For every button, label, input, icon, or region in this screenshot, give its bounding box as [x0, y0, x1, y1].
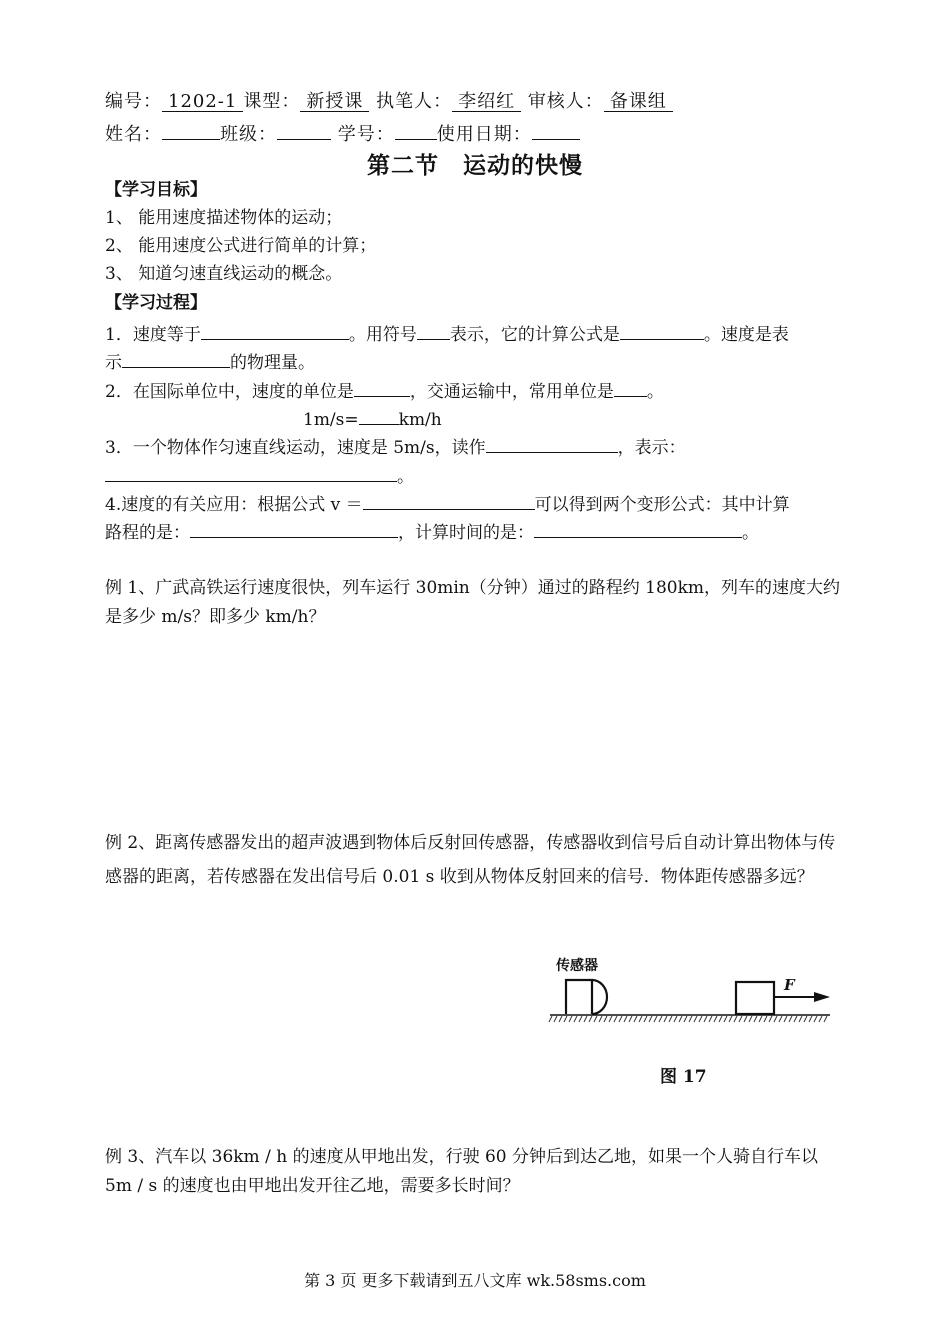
ground-hatch-tick: [744, 1016, 747, 1022]
ground-hatch-tick: [734, 1016, 737, 1022]
reviewer-value: 备课组: [604, 92, 673, 112]
ground-hatch-tick: [804, 1016, 807, 1022]
q1-blank-formula[interactable]: [620, 320, 704, 340]
student-id-label: 学号：: [337, 124, 395, 145]
ground-hatch-tick: [769, 1016, 772, 1022]
ground-hatch-tick: [739, 1016, 742, 1022]
ground-hatch-tick: [699, 1016, 702, 1022]
number-value: 1202-1: [162, 92, 243, 112]
q4-text-b: 可以得到两个变形公式：其中计算: [534, 495, 790, 515]
number-label: 编号：: [105, 91, 162, 112]
example-3: 例 3、汽车以 36km / h 的速度从甲地出发，行驶 60 分钟后到达乙地，如果一个人骑自行车以 5m / s 的速度也由甲地出发开往乙地，需要多长时间？: [105, 1147, 819, 1196]
ground-hatch-tick: [609, 1016, 612, 1022]
type-value: 新授课: [300, 92, 369, 112]
q2-text-c: 。: [646, 382, 664, 402]
q4-blank-distance-formula[interactable]: [190, 518, 398, 538]
ground-hatch-tick: [709, 1016, 712, 1022]
ground-hatch-tick: [624, 1016, 627, 1022]
q1-text-f: 的物理量。: [230, 353, 315, 373]
force-label: F: [784, 976, 795, 994]
q2-blank-si-unit[interactable]: [354, 377, 410, 397]
ground-hatch-tick: [584, 1016, 587, 1022]
q4-blank-time-formula[interactable]: [534, 518, 742, 538]
ground-hatch-tick: [644, 1016, 647, 1022]
ground-hatch-tick: [724, 1016, 727, 1022]
example-2: 例 2、距离传感器发出的超声波遇到物体后反射回传感器，传感器收到信号后自动计算出物体与传感器的距离，若传感器在发出信号后 0.01 s 收到从物体反射回来的信号．物体距传感器多远？: [105, 833, 836, 887]
ground-hatch-tick: [789, 1016, 792, 1022]
ground-hatch-tick: [704, 1016, 707, 1022]
ground-hatch-tick: [824, 1016, 827, 1022]
q4-text-a: 4.速度的有关应用：根据公式 v ＝: [105, 495, 363, 515]
objectives-heading: 【学习目标】: [105, 180, 207, 200]
ground-hatch-tick: [629, 1016, 632, 1022]
page-title: 第二节 运动的快慢: [367, 152, 583, 179]
q3-text-a: 3．一个物体作匀速直线运动，速度是 5m/s，读作: [105, 438, 486, 458]
q2-blank-common-unit[interactable]: [614, 377, 647, 397]
sensor-shape: [566, 980, 592, 1014]
author-value: 李绍红: [452, 92, 521, 112]
question-2-line-1: [105, 377, 664, 404]
date-blank[interactable]: [532, 120, 580, 140]
ground-hatch-tick: [589, 1016, 592, 1022]
q2-text-b: ，交通运输中，常用单位是: [409, 382, 614, 402]
page-footer: 第 3 页 更多下载请到五八文库 wk.58sms.com: [304, 1271, 646, 1290]
ground-hatch-tick: [619, 1016, 622, 1022]
question-3-line-1: [105, 433, 686, 460]
ground-hatch-tick: [689, 1016, 692, 1022]
q1-blank-definition[interactable]: [201, 320, 349, 340]
ground-hatch-tick: [719, 1016, 722, 1022]
ground-hatch-tick: [669, 1016, 672, 1022]
question-2-conversion: [303, 405, 442, 432]
reviewer-label: 审核人：: [527, 91, 604, 112]
ground-hatch-tick: [809, 1016, 812, 1022]
example-1: 例 1、广武高铁运行速度很快，列车运行 30min（分钟）通过的路程约 180km，列车的速度大约是多少 m/s？即多少 km/h？: [105, 578, 841, 627]
q1-text-c: 表示，它的计算公式是: [449, 325, 620, 345]
question-3-line-2: [105, 462, 414, 489]
q1-text-b: 。用符号: [348, 325, 417, 345]
ground-hatch-tick: [814, 1016, 817, 1022]
date-label: 使用日期：: [436, 124, 532, 145]
ground-hatch-tick: [754, 1016, 757, 1022]
ground-hatch-tick: [679, 1016, 682, 1022]
header-row-1: [105, 90, 673, 114]
author-label: 执笔人：: [376, 91, 453, 112]
ground-hatch-tick: [759, 1016, 762, 1022]
ground-hatch-tick: [714, 1016, 717, 1022]
ground-hatch-tick: [774, 1016, 777, 1022]
ground-hatch-tick: [564, 1016, 567, 1022]
ground-hatch-tick: [729, 1016, 732, 1022]
q2-blank-conversion[interactable]: [359, 405, 399, 425]
q2-text-a: 2．在国际单位中，速度的单位是: [105, 382, 354, 402]
q4-text-e: 。: [742, 523, 759, 543]
ground-hatch-tick: [649, 1016, 652, 1022]
q1-blank-meaning[interactable]: [122, 348, 230, 368]
question-1-line-1: [105, 320, 789, 347]
header-row-2: [105, 120, 580, 147]
q1-blank-symbol[interactable]: [417, 320, 450, 340]
type-label: 课型：: [243, 91, 301, 112]
object-block: [736, 982, 774, 1014]
q1-text-e: 示: [105, 353, 122, 373]
ground-hatch-tick: [819, 1016, 822, 1022]
sensor-label: 传感器: [556, 958, 598, 974]
question-4-line-2: [105, 518, 759, 545]
ground-hatch-tick: [614, 1016, 617, 1022]
ground-hatch-tick: [694, 1016, 697, 1022]
name-label: 姓名：: [105, 124, 162, 145]
ground-hatch-tick: [749, 1016, 752, 1022]
class-blank[interactable]: [277, 120, 331, 140]
q4-text-c: 路程的是：: [105, 523, 190, 543]
ground-hatch-tick: [574, 1016, 577, 1022]
ground-hatch-tick: [554, 1016, 557, 1022]
ground-hatch-tick: [664, 1016, 667, 1022]
question-4-line-1: [105, 490, 790, 517]
q3-text-c: 。: [397, 467, 414, 487]
ground-hatch-tick: [659, 1016, 662, 1022]
ground-hatch-tick: [654, 1016, 657, 1022]
q4-blank-formula[interactable]: [363, 490, 535, 510]
q3-text-b: ，表示：: [617, 438, 686, 458]
name-blank[interactable]: [162, 120, 220, 140]
ground-hatch-tick: [684, 1016, 687, 1022]
ground-hatch-tick: [559, 1016, 562, 1022]
ground-hatch-tick: [599, 1016, 602, 1022]
ground-hatch-tick: [604, 1016, 607, 1022]
process-heading: 【学习过程】: [105, 293, 207, 313]
class-label: 班级：: [220, 124, 277, 145]
ground-hatch-tick: [799, 1016, 802, 1022]
q2-conv-text-a: 1m/s=: [303, 410, 359, 430]
objective-item: 3、 知道匀速直线运动的概念。: [105, 264, 343, 284]
q2-conv-text-b: km/h: [398, 410, 442, 430]
ground-hatch-tick: [794, 1016, 797, 1022]
sensor-emitter-icon: [592, 980, 607, 1014]
ground-hatch-tick: [779, 1016, 782, 1022]
objective-item: 1、 能用速度描述物体的运动；: [105, 208, 343, 228]
sensor-diagram: [548, 952, 838, 1092]
ground-hatch-tick: [594, 1016, 597, 1022]
ground-hatch-tick: [784, 1016, 787, 1022]
question-1-line-2: [105, 348, 315, 375]
q3-blank-meaning[interactable]: [105, 462, 397, 482]
q1-text-d: 。速度是表: [703, 325, 789, 345]
q1-text-a: 1．速度等于: [105, 325, 201, 345]
ground-hatch-tick: [549, 1016, 552, 1022]
ground-hatching: [549, 1016, 827, 1022]
q4-text-d: ，计算时间的是：: [398, 523, 534, 543]
ground-hatch-tick: [639, 1016, 642, 1022]
ground-hatch-tick: [579, 1016, 582, 1022]
ground-hatch-tick: [764, 1016, 767, 1022]
ground-hatch-tick: [569, 1016, 572, 1022]
objective-item: 2、 能用速度公式进行简单的计算；: [105, 236, 377, 256]
q3-blank-reading[interactable]: [486, 433, 618, 453]
figure-caption: 图 17: [660, 1067, 707, 1087]
student-id-blank[interactable]: [395, 120, 437, 140]
ground-hatch-tick: [674, 1016, 677, 1022]
arrow-head-icon: [814, 992, 830, 1002]
ground-hatch-tick: [634, 1016, 637, 1022]
